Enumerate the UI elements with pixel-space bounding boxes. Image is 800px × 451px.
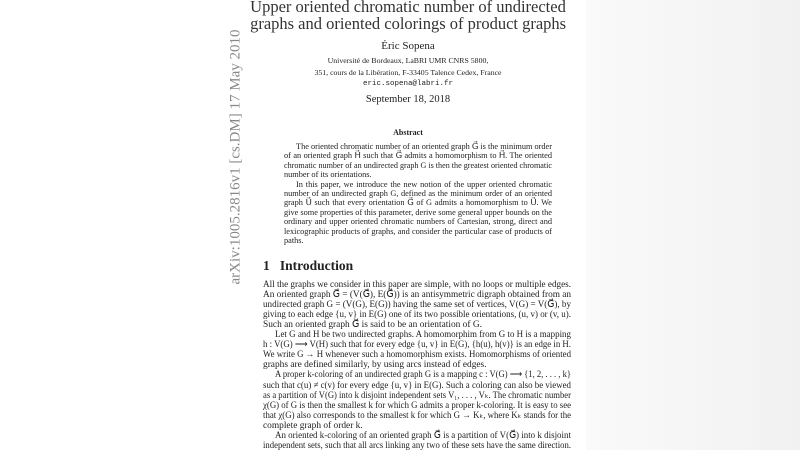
- page-margin-shade: [586, 0, 800, 450]
- paper-title-line-2: graphs and oriented colorings of product graphs: [250, 14, 567, 33]
- address: 351, cours de la Libération, F-33405 Talence Cedex, France: [314, 68, 502, 77]
- body-line: An oriented graph G⃗ = (V(G⃗), E(G⃗)) is an antisymmetric digraph obtained from an: [263, 290, 572, 301]
- abstract-line: The oriented chromatic number of an oriented graph G⃗ is the minimum order: [296, 142, 553, 151]
- body-line: An oriented k-coloring of an oriented graph G⃗ is a partition of V(G⃗) into k disjoint: [275, 430, 571, 441]
- body-line: Such an oriented graph G⃗ is said to be an orientation of G.: [263, 320, 482, 331]
- date: September 18, 2018: [365, 94, 451, 105]
- section-heading: [263, 258, 353, 273]
- section-number: 1: [263, 258, 270, 273]
- arxiv-stamp: arXiv:1005.2816v1 [cs.DM] 17 May 2010: [227, 29, 244, 285]
- body-line: giving to each edge {u, v} in E(G) one of its two possible orientations, (u, v) or (v, u).: [263, 310, 571, 321]
- abstract-line: ordinary and upper oriented chromatic numbers of Cartesian, strong, direct and: [284, 217, 552, 227]
- body-line: such that c(u) ≠ c(v) for every edge {u, v} in E(G). Such a coloring can also be viewed: [263, 380, 571, 391]
- body-line: h : V(G) ⟶ V(H) such that for every edge {u, v} in E(G), {h(u), h(v)} is an edge in H.: [263, 340, 571, 351]
- affiliation: Université de Bordeaux, LaBRI UMR CNRS 5800,: [327, 56, 489, 65]
- body-line: as a partition of V(G) into k disjoint independent sets V₁, . . . , Vₖ. The chromatic number: [263, 390, 571, 401]
- body-line: undirected graph G = (V(G), E(G)) having the same set of vertices, V(G) = V(G⃗), by: [263, 300, 572, 311]
- paper-title-line-1: Upper oriented chromatic number of undirected: [250, 0, 566, 16]
- abstract-line: graph U⃗ such that every orientation G⃗ of G admits a homomorphism to U⃗. We: [284, 198, 552, 208]
- abstract-heading: Abstract: [393, 128, 423, 137]
- abstract-line: number of an undirected graph G, defined as the minimum order of an oriented: [284, 189, 552, 198]
- email: eric.sopena@labri.fr: [362, 80, 453, 88]
- author: Éric Sopena: [381, 40, 435, 52]
- abstract-line: In this paper, we introduce the new notion of the upper oriented chromatic: [296, 179, 552, 189]
- body-line: graphs are defined similarly, by using arcs instead of edges.: [263, 360, 487, 371]
- section-title: Introduction: [279, 258, 354, 273]
- abstract-line: of an oriented graph H⃗ such that G⃗ admits a homomorphism to H⃗. The oriented: [284, 151, 552, 161]
- body-line: χ(G) of G is then the smallest k for which G admits a proper k-coloring. It is easy to see: [263, 400, 571, 411]
- abstract-line: give some properties of this parameter, derive some general upper bounds on the: [284, 207, 552, 217]
- body-line: A proper k-coloring of an undirected graph G is a mapping c : V(G) ⟶ {1, 2, . . . , k}: [275, 370, 572, 381]
- body-line: complete graph of order k.: [263, 420, 363, 431]
- body-line: that χ(G) also corresponds to the smallest k for which G → Kₖ, where Kₖ stands for the: [263, 410, 572, 421]
- abstract-line: lexicographic products of graphs, and consider the particular case of products of: [284, 226, 552, 236]
- body-line: Let G and H be two undirected graphs. A homomorphim from G to H is a mapping: [275, 330, 571, 341]
- abstract-line: number of its orientations.: [284, 170, 372, 180]
- abstract-line: paths.: [284, 236, 304, 245]
- body-line: All the graphs we consider in this paper are simple, with no loops or multiple edges.: [263, 280, 571, 290]
- body-line: independent sets, such that all arcs linking any two of these sets have the same direction.: [263, 440, 571, 451]
- abstract-line: chromatic number of an undirected graph G is then the greatest oriented chromatic: [284, 160, 552, 170]
- body-line: We write G → H whenever such a homomorphism exists. Homomorphisms of oriented: [263, 350, 571, 361]
